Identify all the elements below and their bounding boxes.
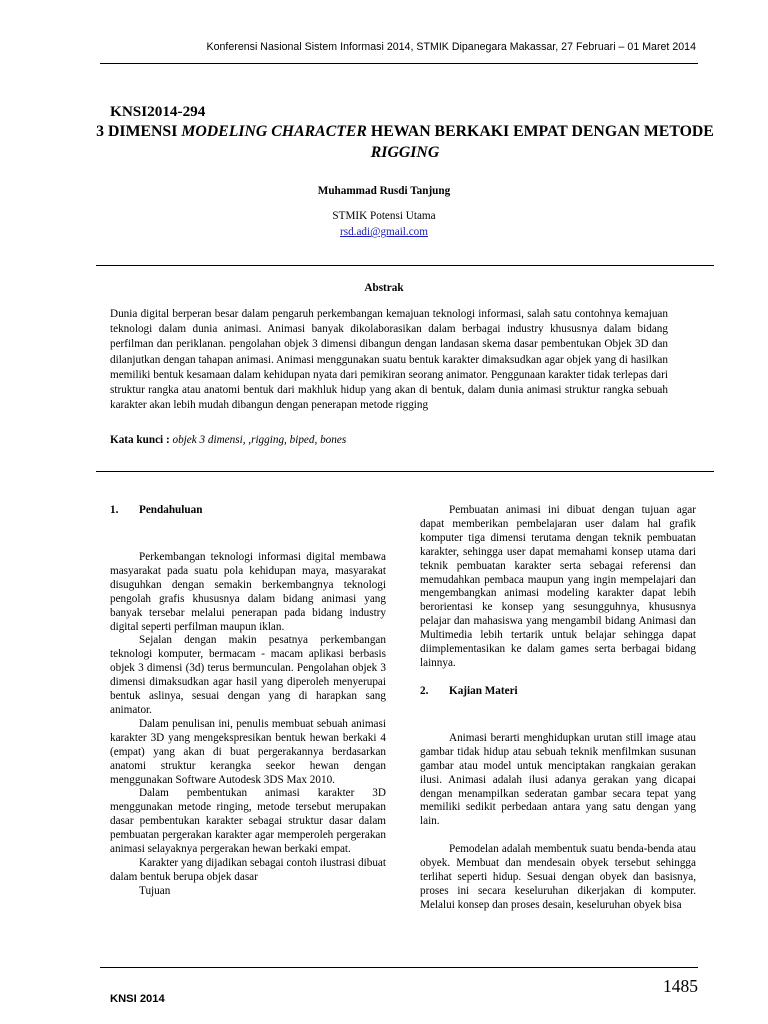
paragraph: Tujuan (139, 884, 171, 897)
section-title: Pendahuluan (139, 504, 203, 516)
section-title: Kajian Materi (449, 684, 518, 697)
keywords-list: objek 3 dimensi, ,rigging, biped, bones (172, 434, 347, 446)
title-part: RIGGING (370, 144, 440, 161)
paragraph: Dalam pembentukan animasi karakter 3D menggunakan metode ringing, metode tersebut merupakan dasar pembentukan karakter sebagai struktur dasar dalam pembuatan pergerakan karakter agar memperoleh pergerakan animasi selayaknya pergerakan hewan berkaki empat. (110, 787, 386, 856)
paragraph: Perkembangan teknologi informasi digital membawa masyarakat pada suatu pola kehidupan maya, masyarakat disuguhkan dengan semakin berkembangnya teknologi pengolah grafis khususnya dalam bidang animasi yang banyak tersebar melalui penerapan pada bidang industry digital seperti perfilman maupun iklan. (110, 551, 386, 633)
page-number: 1485 (663, 976, 698, 996)
paper-id: KNSI2014-294 (110, 103, 206, 120)
section-number: 1. (110, 504, 119, 516)
section-heading-intro (110, 504, 386, 518)
abstract-text: Dunia digital berperan besar dalam pengaruh perkembangan kemajuan teknologi informasi, salah satu contohnya kemajuan teknologi dalam dunia animasi. Animasi banyak dikolaborasikan dalam berbagai industry khususnya dalam bidang perfilman dan periklanan. pengolahan objek 3 dimensi dibangun dengan landasan skema dasar pembentukan Objek 3D dan dilanjutkan dengan tahapan animasi. Animasi menggunakan suatu bentuk karakter dimaksudkan agar objek yang di hasilkan memiliki bentuk kesamaan dalam kehidupan nyata dari pemikiran seorang animator. Penggunaan karakter tidak terlepas dari struktur rangka atau anatomi bentuk dari makhluk hidup yang akan di bentuk, dalam dunia animasi struktur rangka sebuah karakter akan lebih mudah dibangun dengan penerapan metode rigging (110, 308, 668, 412)
header-rule (100, 63, 698, 64)
paragraph: Dalam penulisan ini, penulis membuat sebuah animasi karakter 3D yang mengekspresikan bentuk hewan berkaki 4 (empat) yang akan di buat pergerakannya berdasarkan anatomi struktur kerangka seekor hewan dengan menggunakan Software Autodesk 3DS Max 2010. (110, 717, 386, 786)
title-part: 3 DIMENSI (96, 123, 182, 140)
abstract-top-rule (96, 265, 714, 266)
paragraph: Sejalan dengan makin pesatnya perkembangan teknologi komputer, bermacam - macam aplikasi berbasis objek 3 dimensi (3d) terus bermunculan. Pengolahan objek 3 dimensi dimaksudkan agar hasil yang diperoleh menyerupai bentuk aslinya, sesuai dengan yang di harapkan sang animator. (110, 634, 386, 716)
conference-header: Konferensi Nasional Sistem Informasi 2014, STMIK Dipanegara Makassar, 27 Februari – 01 Maret 2014 (206, 41, 696, 53)
paragraph: Pemodelan adalah membentuk suatu benda-benda atau obyek. Membuat dan mendesain obyek tersebut sehingga terlihat seperti hidup. Sesuai dengan obyek dan basisnya, proses ini secara keseluruhan dikerjakan di komputer. Melalui konsep dan proses desain, keseluruhan obyek bisa (420, 843, 696, 911)
section-number: 2. (420, 684, 429, 697)
footer-rule (100, 967, 698, 968)
keywords (110, 434, 346, 446)
author-affiliation: STMIK Potensi Utama (332, 210, 436, 222)
author-name: Muhammad Rusdi Tanjung (317, 185, 451, 197)
title-part: HEWAN BERKAKI EMPAT DENGAN METODE (366, 123, 714, 140)
abstract-bottom-rule (96, 471, 714, 472)
paragraph: Karakter yang dijadikan sebagai contoh ilustrasi dibuat dalam bentuk berupa objek dasar (110, 856, 386, 883)
footer-conference: KNSI 2014 (110, 993, 165, 1005)
paragraph: Animasi berarti menghidupkan urutan still image atau gambar tidak hidup atau sebuah teknik menfilmkan susunan gambar atau model untuk menciptakan rangkaian gerakan ilusi. Animasi adalah ilusi adanya gerakan yang dicapai dengan menampilkan sederatan gambar secara tepat yang memiliki sedikit perbedaan antara yang satu dengan yang lain. (420, 731, 696, 828)
paper-title (96, 121, 714, 163)
section-heading-kajian (420, 685, 696, 699)
keywords-label: Kata kunci : (110, 434, 173, 446)
left-column (110, 504, 386, 899)
abstract-heading: Abstrak (364, 282, 404, 294)
title-part: MODELING CHARACTER (181, 123, 367, 140)
right-column (420, 504, 696, 913)
author-email-link[interactable]: rsd.adi@gmail.com (340, 226, 428, 238)
paragraph: Pembuatan animasi ini dibuat dengan tujuan agar dapat memberikan pembelajaran user dalam hal grafik komputer tiga dimensi terutama dengan teknik pembuatan karakter, sehingga user dapat memahami konsep utama dari teknik pembuatan karakter serta sebagai referensi dan memudahkan pembaca maupun yang ingin mempelajari dan mengembangkan animasi modeling karakter dapat lebih berorientasi ke konsep yang sesungguhnya, khususnya pelajar dan mahasiswa yang mengambil bidang Animasi dan Multimedia lebih tertarik untuk belajar sehingga dapat diimplementasikan ke dalam games serta berbagai bidang lainnya. (420, 504, 696, 669)
